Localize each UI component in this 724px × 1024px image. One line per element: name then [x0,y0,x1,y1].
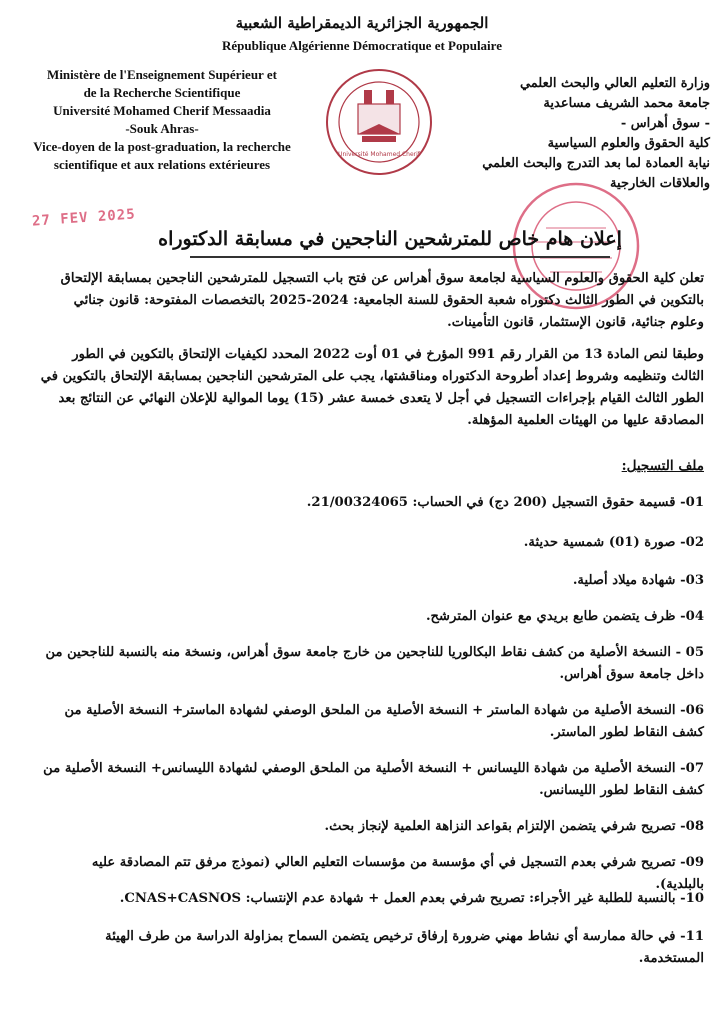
city-name-fr: -Souk Ahras- [125,121,199,136]
legal-basis-paragraph: وطبقا لنص المادة 13 من القرار رقم 991 المؤرخ في 01 أوت 2022 المحدد لكيفيات الإلتحاق بالتكوين في الطور الثالث وتنظيمه وشروط إعداد أطروحة الدكتوراه ومناقشتها، يجب على المترشحين الناجحين بمسابقة الإلتحاق بالتكوين في الطور الثالث القيام بإجراءات التسجيل في أجل لا يتعدى خمسة عشر (15) يوما الموالية للإعلان النهائي عن النتائج بعد المصادقة عليها من الهيئات العلمية المؤهلة. [40,347,704,428]
intro-paragraph: تعلن كلية الحقوق والعلوم السياسية لجامعة سوق أهراس عن فتح باب التسجيل للمترشحين الناجحين بمسابقة الإلتحاق بالتكوين في الطور الثالث دكتوراه شعبة الحقوق للسنة الجامعية: 2024-2025 بالتخصصات المفتوحة: قانون جنائي وعلوم جنائية، قانون الإستثمار، قانون التأمينات. [60,271,704,330]
republic-name-french: République Algérienne Démocratique et Populaire [222,38,502,53]
republic-name-arabic: الجمهورية الجزائرية الديمقراطية الشعبية [235,14,489,32]
file-item: 03- شهادة ميلاد أصلية. [572,573,704,588]
file-item: 08- تصريح شرفي يتضمن الإلتزام بقواعد النزاهة العلمية لإنجاز بحث. [324,819,704,834]
ministry-line-1: Ministère de l'Enseignement Supérieur et [47,67,277,82]
file-item: 01- قسيمة حقوق التسجيل (200 دج) في الحساب: 21/00324065. [306,495,704,510]
university-logo [318,60,440,178]
city-name-ar: - سوق أهراس - [620,116,710,131]
svg-text:Université Mohamed Cherif: Université Mohamed Cherif [338,151,420,158]
vice-dean-line-1: Vice-doyen de la post-graduation, la recherche [33,139,291,154]
faculty-ar: كلية الحقوق والعلوم السياسية [547,136,710,151]
title-underline [190,256,610,258]
university-name-ar: جامعة محمد الشريف مساعدية [543,96,710,111]
vice-dean-line-2: scientifique et aux relations extérieures [53,157,271,172]
file-item: 04- ظرف يتضمن طابع بريدي مع عنوان المترشح. [425,609,704,624]
ministry-line-2: de la Recherche Scientifique [83,85,241,100]
vice-dean-ar-2: والعلاقات الخارجية [610,176,710,191]
file-item: 10- بالنسبة للطلبة غير الأجراء: تصريح شرفي بعدم العمل + شهادة عدم الإنتساب: CNAS+CASNOS. [119,891,704,906]
file-item: 02- صورة (01) شمسية حديثة. [523,535,704,550]
vice-dean-ar-1: نيابة العمادة لما بعد التدرج والبحث العلمي [482,156,710,171]
file-item: 06- النسخة الأصلية من شهادة الماستر + النسخة الأصلية من الملحق الوصفي لشهادة الماستر+ النسخة الأصلية من كشف النقاط لطور الماستر. [64,703,704,740]
university-name-fr: Université Mohamed Cherif Messaadia [53,103,271,118]
date-stamp: 27 FEV 2025 [31,206,137,230]
institution-block-french [12,66,312,174]
file-item: 07- النسخة الأصلية من شهادة الليسانس + النسخة الأصلية من الملحق الوصفي لشهادة الليسانس+ النسخة الأصلية من كشف النقاط لطور الليسانس. [43,761,704,798]
file-item: 11- في حالة ممارسة أي نشاط مهني ضرورة إرفاق ترخيص يتضمن السماح بمزاولة الدراسة من طرف الهيئة المستخدمة. [105,929,704,966]
announcement-title: إعلان هام خاص للمترشحين الناجحين في مسابقة الدكتوراه [158,228,622,250]
ministry-ar: وزارة التعليم العالي والبحث العلمي [519,76,710,91]
registration-file-heading: ملف التسجيل: [621,458,704,474]
file-item: 09- تصريح شرفي بعدم التسجيل في أي مؤسسة من مؤسسات التعليم العالي (نموذج مرفق تتم المصادقة عليه بالبلدية). [91,855,704,892]
file-item: 05 - النسخة الأصلية من كشف نقاط البكالوريا للناجحين من خارج جامعة سوق أهراس، ونسخة منه بالنسبة للناجحين من داخل جامعة سوق أهراس. [45,645,704,682]
